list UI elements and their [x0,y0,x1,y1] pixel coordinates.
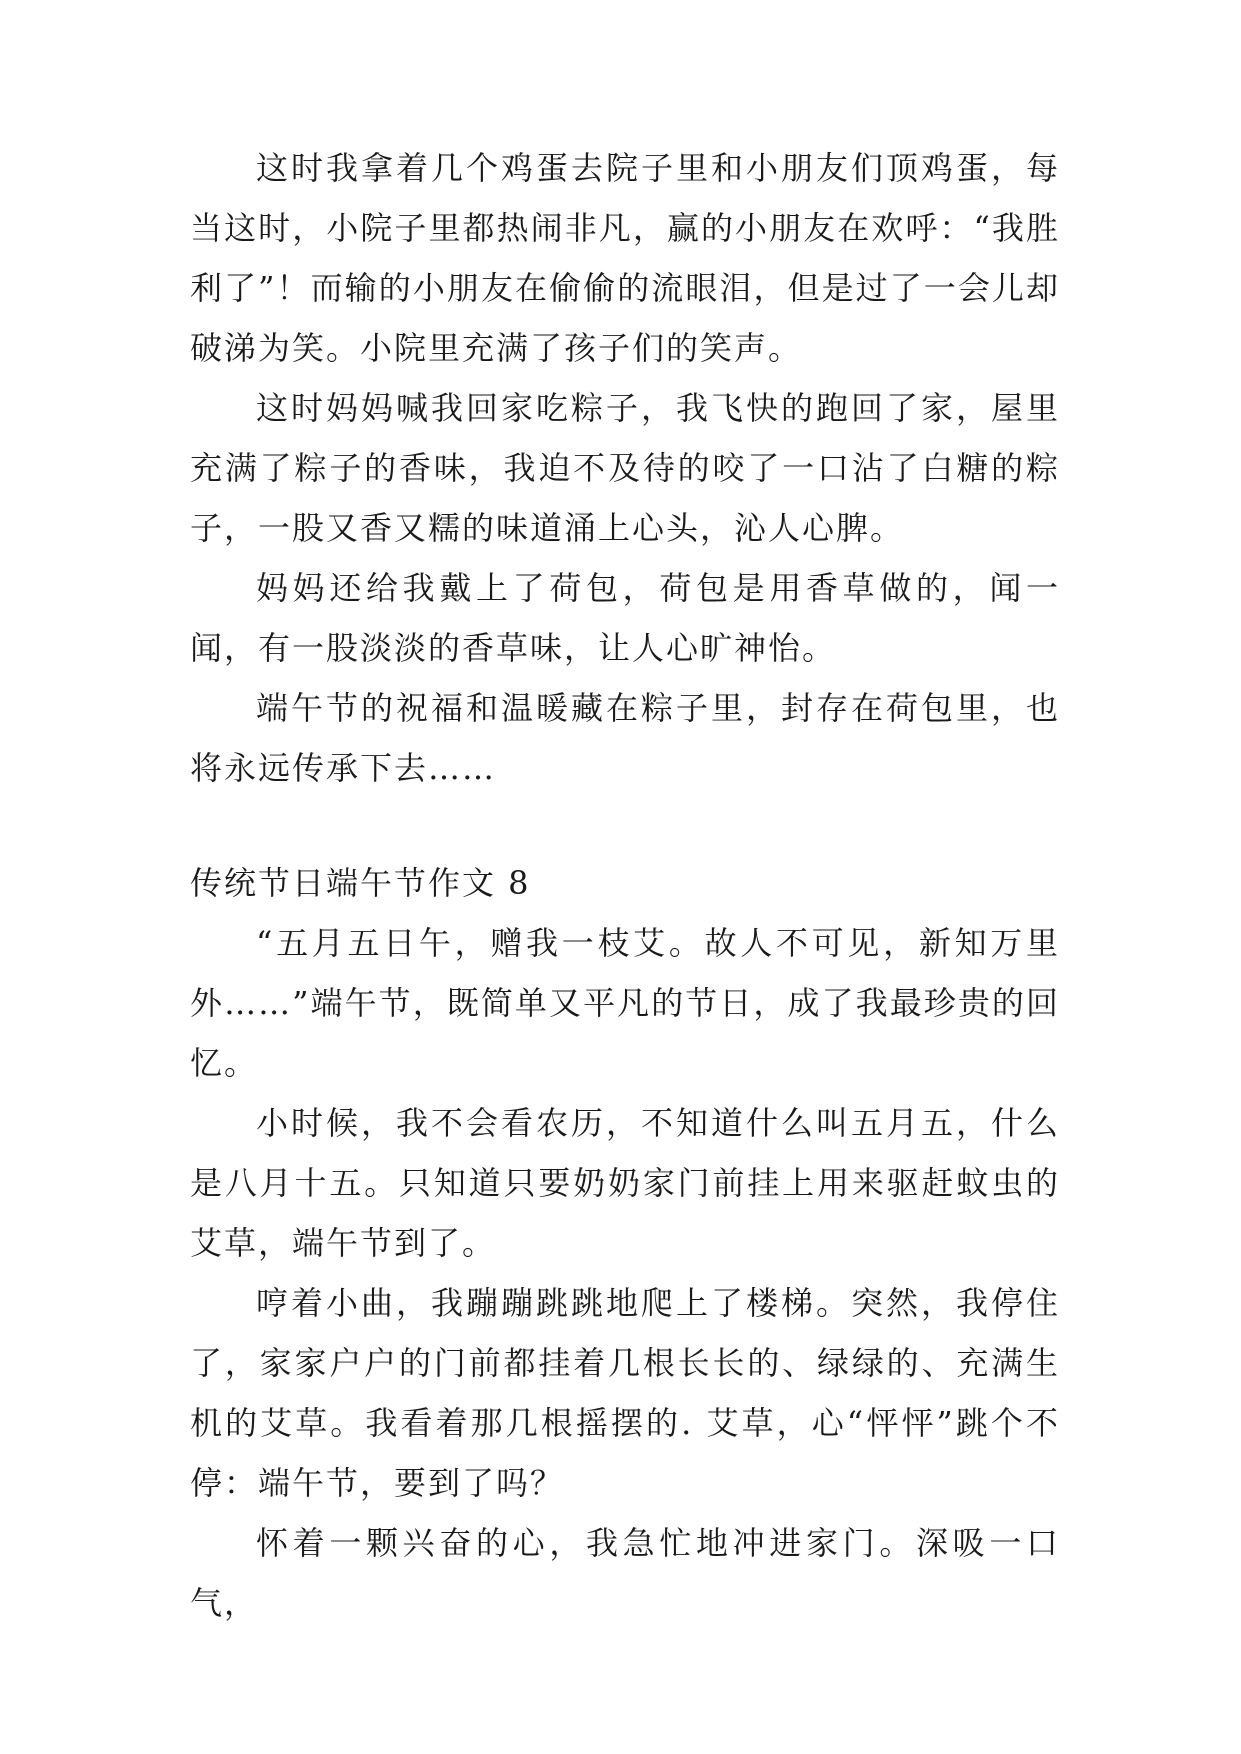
paragraph-zongzi: 这时妈妈喊我回家吃粽子，我飞快的跑回了家，屋里充满了粽子的香味，我迫不及待的咬了一口沾了白糖的粽子，一股又香又糯的味道涌上心头，沁人心脾。 [190,389,1060,547]
paragraph-childhood: 小时候，我不会看农历，不知道什么叫五月五，什么是八月十五。只知道只要奶奶家门前挂上用来驱赶蚊虫的艾草，端午节到了。 [190,1104,1060,1262]
essay-title: 传统节日端午节作文 8 [190,864,531,902]
paragraph-mugwort: 哼着小曲，我蹦蹦跳跳地爬上了楼梯。突然，我停住了，家家户户的门前都挂着几根长长的、绿绿的、充满生机的艾草。我看着那几根摇摆的. 艾草，心“怦怦”跳个不停：端午节，要到了吗？ [190,1284,1060,1502]
section-2-body [190,913,1060,1633]
paragraph-home: 怀着一颗兴奋的心，我急忙地冲进家门。深吸一口气， [190,1524,1060,1622]
paragraph-sachet: 妈妈还给我戴上了荷包，荷包是用香草做的，闻一闻，有一股淡淡的香草味，让人心旷神怡。 [190,569,1060,667]
paragraph-blessing: 端午节的祝福和温暖藏在粽子里，封存在荷包里，也将永远传承下去…… [190,689,1060,787]
section-1-body [190,138,1060,798]
paragraph-egg-game: 这时我拿着几个鸡蛋去院子里和小朋友们顶鸡蛋，每当这时，小院子里都热闹非凡，赢的小朋友在欢呼：“我胜利了”！而输的小朋友在偷偷的流眼泪，但是过了一会儿却破涕为笑。小院里充满了孩子们的笑声。 [190,149,1060,367]
paragraph-poem: “五月五日午，赠我一枝艾。故人不可见，新知万里外……”端午节，既简单又平凡的节日，成了我最珍贵的回忆。 [190,924,1060,1082]
